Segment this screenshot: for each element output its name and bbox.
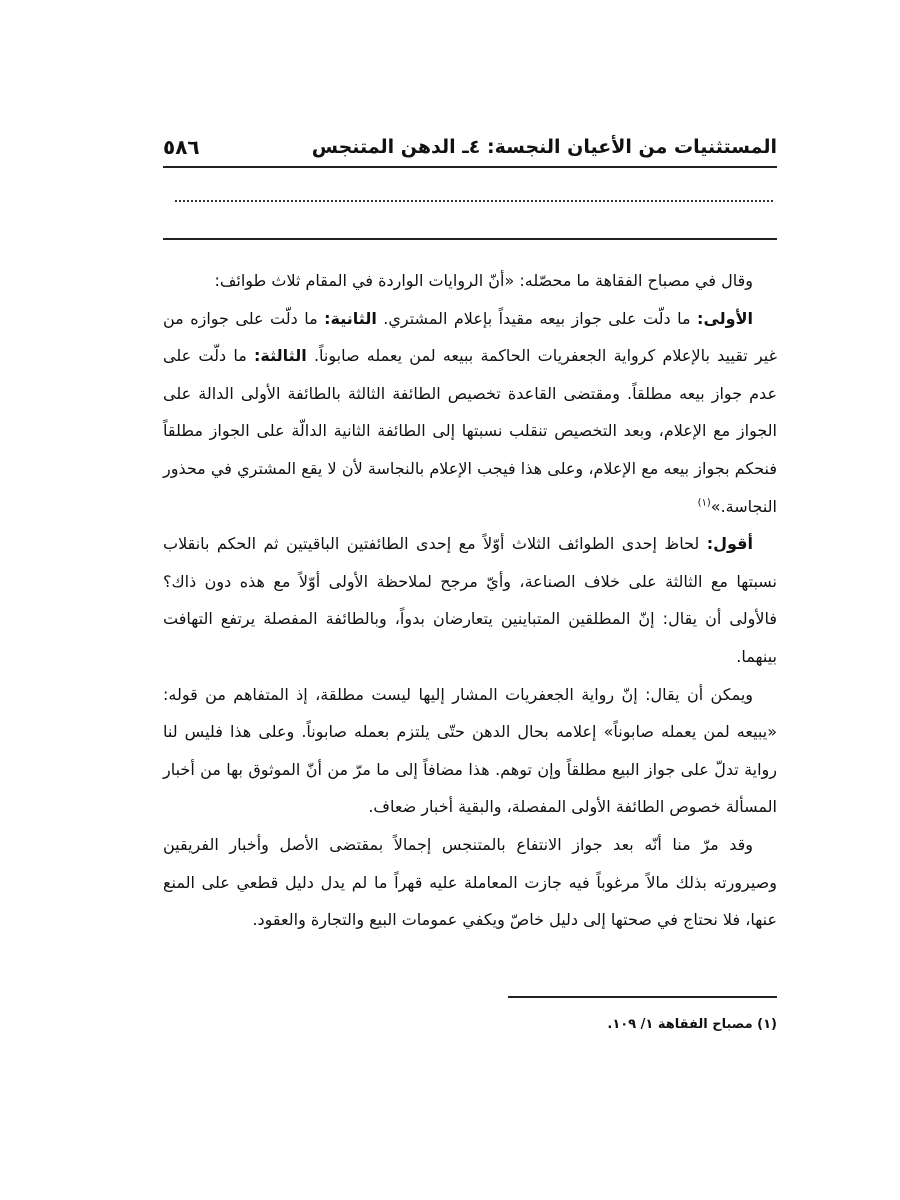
paragraph-1-text: وقال في مصباح الفقاهة ما محصّله: «أنّ الروايات الواردة في المقام ثلاث طوائف: <box>214 271 753 290</box>
paragraph-4-text: ويمكن أن يقال: إنّ رواية الجعفريات المشار إليها ليست مطلقة، إذ المتفاهم من قوله: «يبيعه لمن يعمله صابوناً» إعلامه بحال الدهن حتّى يلتزم بعمله صابوناً. وعلى هذا فليس لنا رواية تدلّ على جواز البيع مطلقاً وإن توهم. هذا مضافاً إلى ما مرّ من أنّ الموثوق بها من أخبار المسألة خصوص الطائفة الأولى المفصلة، والبقية أخبار ضعاف. <box>163 684 777 817</box>
separator-rule <box>163 238 777 240</box>
footnote-1: (١) مصباح الفقاهة ١/ ١٠٩. <box>607 1017 777 1032</box>
running-header <box>163 130 777 164</box>
paragraph-2 <box>163 300 777 526</box>
paragraph-3 <box>163 525 777 675</box>
label-second-group: الثانية: <box>324 308 377 328</box>
main-text <box>163 262 777 939</box>
footnote-rule <box>508 996 777 998</box>
header-rule <box>163 166 777 168</box>
paragraph-1 <box>163 262 777 300</box>
second-group-text: ما دلّت على جوازه من غير تقييد بالإعلام كرواية الجعفريات الحاكمة ببيعه لمن يعمله صابوناً. <box>163 308 777 366</box>
label-first-group: الأولى: <box>697 308 753 328</box>
paragraph-3-text: لحاظ إحدى الطوائف الثلاث أوّلاً مع إحدى الطائفتين الباقيتين ثم الحكم بانقلاب نسبتها مع الثالثة على خلاف الصناعة، وأيّ مرجح لملاحظة الأولى أوّلاً مع هذه دون ذاك؟ فالأولى أن يقال: إنّ المطلقين المتباينين يتعارضان بدواً، وبالطائفة المفصلة يرتفع التهافت بينهما. <box>163 534 777 666</box>
first-group-text: ما دلّت على جواز بيعه مقيداً بإعلام المشتري. <box>383 308 698 328</box>
page-number: ٥٨٦ <box>163 135 200 159</box>
paragraph-5-text: وقد مرّ منا أنّه بعد جواز الانتفاع بالمتنجس إجمالاً بمقتضى الأصل وأخبار الفريقين وصيرورته بذلك مالاً مرغوباً فيه جازت المعاملة عليه قهراً ما لم يدل دليل قطعي على المنع عنها، فلا نحتاج في صحتها إلى دليل خاصّ ويكفي عمومات البيع والتجارة والعقود. <box>163 834 777 930</box>
paragraph-4 <box>163 676 777 826</box>
label-third-group: الثالثة: <box>254 346 307 366</box>
dotted-separator <box>175 200 773 202</box>
label-aqul: أقول: <box>706 534 753 554</box>
footnote-marker: (١) <box>697 497 711 509</box>
paragraph-5 <box>163 826 777 939</box>
chapter-title: المستثنيات من الأعيان النجسة: ٤ـ الدهن المتنجس <box>311 136 777 158</box>
third-group-text: ما دلّت على عدم جواز بيعه مطلقاً. ومقتضى القاعدة تخصيص الطائفة الثالثة بالطائفة الأولى الدالة على الجواز مع الإعلام، وبعد التخصيص تنقلب نسبتها إلى الطائفة الثانية الدالّة على الجواز مطلقاً فنحكم بجواز بيعه مع الإعلام، وعلى هذا فيجب الإعلام بالنجاسة لأن لا يقع المشتري في محذور النجاسة.» <box>163 346 777 516</box>
